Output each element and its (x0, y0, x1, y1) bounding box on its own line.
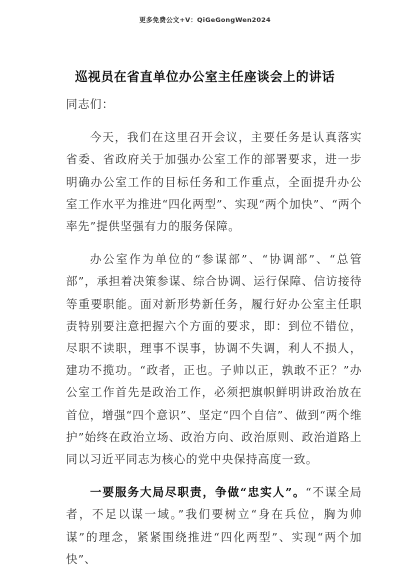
paragraph-2: 办公室作为单位的“参谋部”、“协调部”、“总管部”，承担着决策参谋、综合协调、运行保障、信访接待等重要职能。面对新形势新任务，履行好办公室主任职责特别要注意把握六个方面的要求，即：到位不错位，尽职不读职，理事不误事，协调不失调，利人不损人，建功不揽功。“政者，正也。子帅以正，孰敢不正？”办公室工作首先是政治工作，必须把旗帜鲜明讲政治放在首位，增强“四个意识”、坚定“四个自信”、做到“两个维护”始终在政治立场、政治方向、政治原则、政治道路上同以习近平同志为核心的党中央保持高度一致。 (66, 252, 362, 467)
document-title: 巡视员在省直单位办公室主任座谈会上的讲话 (74, 69, 335, 84)
paragraph-1: 今天，我们在这里召开会议，主要任务是认真落实省委、省政府关于加强办公室工作的部署要求，进一步明确办公室工作的目标任务和工作重点，全面提升办公室工作水平为推进“四化两型”、实现“两个加快”、“两个率先”提供坚强有力的服务保障。 (66, 130, 362, 234)
document-body (66, 93, 362, 581)
header-note: 更多免费公文+V：QiGeGongWen2024 (139, 16, 271, 24)
paragraph-3-text: “不谋全局者，不足以谋一域。”我们要树立“身在兵位，胸为帅谋”的理念，紧紧围绕推进“四化两型”、实现“两个加快”、 (66, 485, 362, 566)
section-heading: 一要服务大局尽职责，争做“忠实人”。 (89, 485, 306, 500)
paragraph-3 (66, 481, 362, 570)
greeting: 同志们： (66, 97, 114, 111)
